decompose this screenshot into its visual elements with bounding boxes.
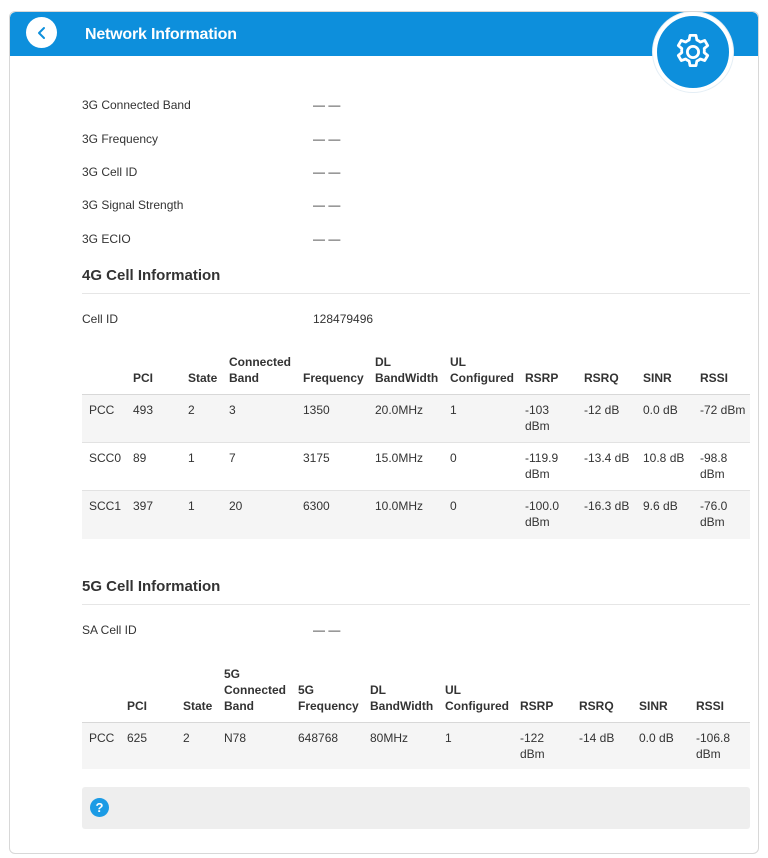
section-divider-4g xyxy=(82,293,750,294)
th-4g-connected-band: Connected Band xyxy=(222,354,296,395)
cell-rsrp: -119.9 dBm xyxy=(525,451,559,481)
cell-type: PCC xyxy=(82,723,120,769)
cell-pci: 89 xyxy=(133,451,147,465)
label-3g-signal-strength: 3G Signal Strength xyxy=(82,198,184,212)
table-4g-header xyxy=(82,354,750,395)
th-5g-rsrq: RSRQ xyxy=(572,666,632,723)
label-3g-ecio: 3G ECIO xyxy=(82,232,131,246)
th-5g-rssi: RSSI xyxy=(689,666,750,723)
label-3g-connected-band: 3G Connected Band xyxy=(82,98,191,112)
page-title: Network Information xyxy=(85,26,237,43)
cell-pci: 397 xyxy=(126,491,181,539)
cell-dl-bandwidth: 20.0MHz xyxy=(368,395,443,443)
cell-dl-bandwidth: 10.0MHz xyxy=(368,491,443,539)
cell-ul-configured: 0 xyxy=(450,451,457,465)
cell-state: 2 xyxy=(176,723,217,769)
label-3g-cell-id: 3G Cell ID xyxy=(82,165,138,179)
label-3g-frequency: 3G Frequency xyxy=(82,132,159,146)
table-4g-cells xyxy=(82,354,750,539)
table-row xyxy=(82,491,750,539)
value-3g-frequency: — — xyxy=(313,132,341,146)
cell-type: PCC xyxy=(82,395,126,443)
th-5g-ul-configured: UL Configured xyxy=(438,666,513,723)
cell-rssi: -72 dBm xyxy=(693,395,750,443)
help-icon[interactable]: ? xyxy=(90,798,109,817)
value-3g-signal-strength: — — xyxy=(313,198,341,212)
label-4g-cell-id: Cell ID xyxy=(82,312,119,326)
network-info-panel xyxy=(9,11,759,854)
gear-icon xyxy=(672,31,714,73)
th-5g-frequency: 5G Frequency xyxy=(291,666,363,723)
cell-sinr: 9.6 dB xyxy=(636,491,693,539)
th-5g-sinr: SINR xyxy=(632,666,689,723)
cell-band: 7 xyxy=(229,451,236,465)
th-4g-rsrp: RSRP xyxy=(518,354,577,395)
help-box xyxy=(82,787,750,829)
cell-sinr: 0.0 dB xyxy=(636,395,693,443)
cell-sinr: 0.0 dB xyxy=(632,723,689,769)
cell-ul-configured: 1 xyxy=(443,395,518,443)
th-5g-state: State xyxy=(176,666,217,723)
th-5g-pci: PCI xyxy=(120,666,176,723)
value-3g-connected-band: — — xyxy=(313,98,341,112)
cell-rsrp: -103 dBm xyxy=(518,395,577,443)
cell-rsrq: -16.3 dB xyxy=(577,491,636,539)
th-4g-frequency: Frequency xyxy=(296,354,368,395)
table-row xyxy=(82,723,750,769)
cell-rsrq: -12 dB xyxy=(577,395,636,443)
th-4g-rsrq: RSRQ xyxy=(577,354,636,395)
cell-sinr: 10.8 dB xyxy=(643,451,685,465)
value-3g-cell-id: — — xyxy=(313,165,341,179)
th-5g-dl-bandwidth: DL BandWidth xyxy=(363,666,438,723)
cell-type: SCC1 xyxy=(82,491,126,539)
cell-pci: 493 xyxy=(126,395,181,443)
cell-band: 3 xyxy=(222,395,296,443)
cell-rssi: -76.0 dBm xyxy=(693,491,750,539)
cell-frequency: 1350 xyxy=(296,395,368,443)
th-4g-rssi: RSSI xyxy=(693,354,750,395)
cell-state: 1 xyxy=(181,491,222,539)
cell-rsrp: -122 dBm xyxy=(513,723,572,769)
header-bar xyxy=(10,12,758,56)
cell-rssi: -98.8 dBm xyxy=(700,451,728,481)
cell-frequency: 6300 xyxy=(296,491,368,539)
value-5g-sa-cell-id: — — xyxy=(313,623,341,637)
value-3g-ecio: — — xyxy=(313,232,341,246)
th-4g-pci: PCI xyxy=(126,354,181,395)
label-5g-sa-cell-id: SA Cell ID xyxy=(82,623,137,637)
cell-pci: 625 xyxy=(120,723,176,769)
table-5g-header xyxy=(82,666,750,723)
cell-ul-configured: 1 xyxy=(438,723,513,769)
th-4g-label xyxy=(82,354,126,395)
cell-dl-bandwidth: 80MHz xyxy=(363,723,438,769)
cell-dl-bandwidth: 15.0MHz xyxy=(375,451,424,465)
cell-frequency: 648768 xyxy=(291,723,363,769)
cell-band: 20 xyxy=(222,491,296,539)
cell-rssi: -106.8 dBm xyxy=(689,723,750,769)
table-5g-cells xyxy=(82,666,750,769)
cell-type: SCC0 xyxy=(89,451,122,465)
th-4g-state: State xyxy=(181,354,222,395)
cell-state: 2 xyxy=(181,395,222,443)
section-title-4g: 4G Cell Information xyxy=(82,267,221,284)
th-4g-sinr: SINR xyxy=(636,354,693,395)
cell-rsrq: -13.4 dB xyxy=(584,451,630,465)
cell-state: 1 xyxy=(188,451,195,465)
th-4g-dl-bandwidth: DL BandWidth xyxy=(368,354,443,395)
cell-band: N78 xyxy=(217,723,291,769)
back-button[interactable] xyxy=(26,17,57,48)
cell-ul-configured: 0 xyxy=(443,491,518,539)
settings-button[interactable] xyxy=(653,12,733,92)
cell-rsrq: -14 dB xyxy=(572,723,632,769)
value-4g-cell-id: 128479496 xyxy=(313,312,374,326)
cell-rsrp: -100.0 dBm xyxy=(518,491,577,539)
section-title-5g: 5G Cell Information xyxy=(82,578,221,595)
th-5g-connected-band: 5G Connected Band xyxy=(217,666,291,723)
th-5g-rsrp: RSRP xyxy=(513,666,572,723)
th-5g-label xyxy=(82,666,120,723)
table-row xyxy=(82,443,750,491)
cell-frequency: 3175 xyxy=(303,451,330,465)
chevron-left-icon xyxy=(35,26,49,40)
table-row xyxy=(82,395,750,443)
section-divider-5g xyxy=(82,604,750,605)
th-4g-ul-configured: UL Configured xyxy=(443,354,518,395)
